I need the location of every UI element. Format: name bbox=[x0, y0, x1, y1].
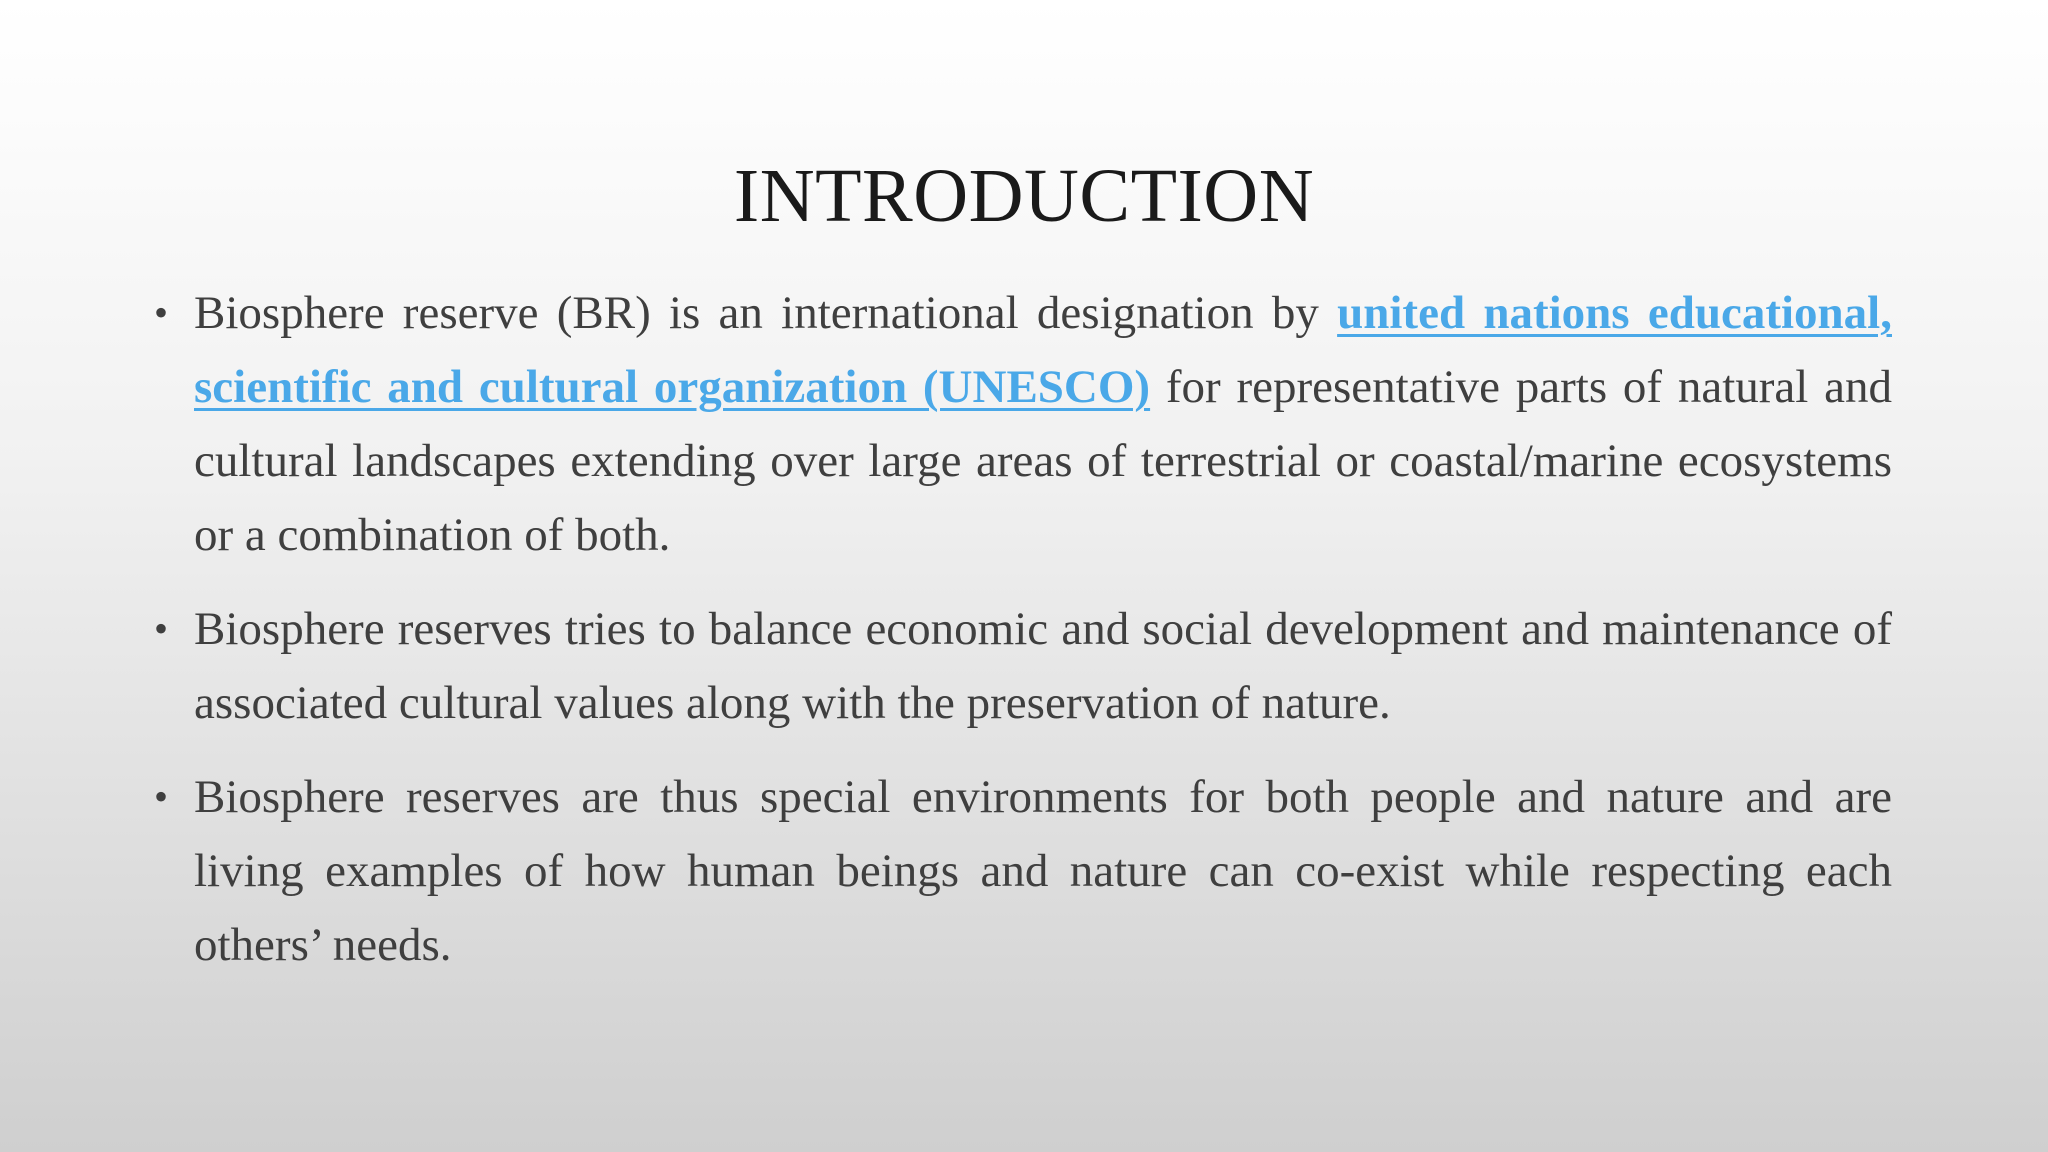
bullet-list bbox=[150, 276, 1892, 1002]
bullet-text: Biosphere reserves are thus special environments for both people and nature and are living examples of how human beings and nature can co-exist while respecting each others’ needs. bbox=[194, 771, 1892, 971]
bullet-icon: • bbox=[154, 290, 169, 335]
bullet-icon: • bbox=[154, 774, 169, 819]
bullet-text: Biosphere reserves tries to balance economic and social development and maintenance of associated cultural values along with the preservation of nature. bbox=[194, 603, 1892, 729]
unesco-link[interactable]: united nations educational, scientific and cultural organization (UNESCO) bbox=[194, 287, 1892, 413]
bullet-item bbox=[150, 592, 1892, 740]
bullet-text: for representative parts of natural and cultural landscapes extending over large areas of terrestrial or coastal/marine ecosystems or a combination of both. bbox=[194, 361, 1892, 561]
bullet-icon: • bbox=[154, 606, 169, 651]
bullet-text: Biosphere reserve (BR) is an international designation by bbox=[194, 287, 1338, 339]
bullet-item bbox=[150, 276, 1892, 572]
slide-title: INTRODUCTION bbox=[733, 154, 1315, 238]
bullet-item bbox=[150, 760, 1892, 982]
